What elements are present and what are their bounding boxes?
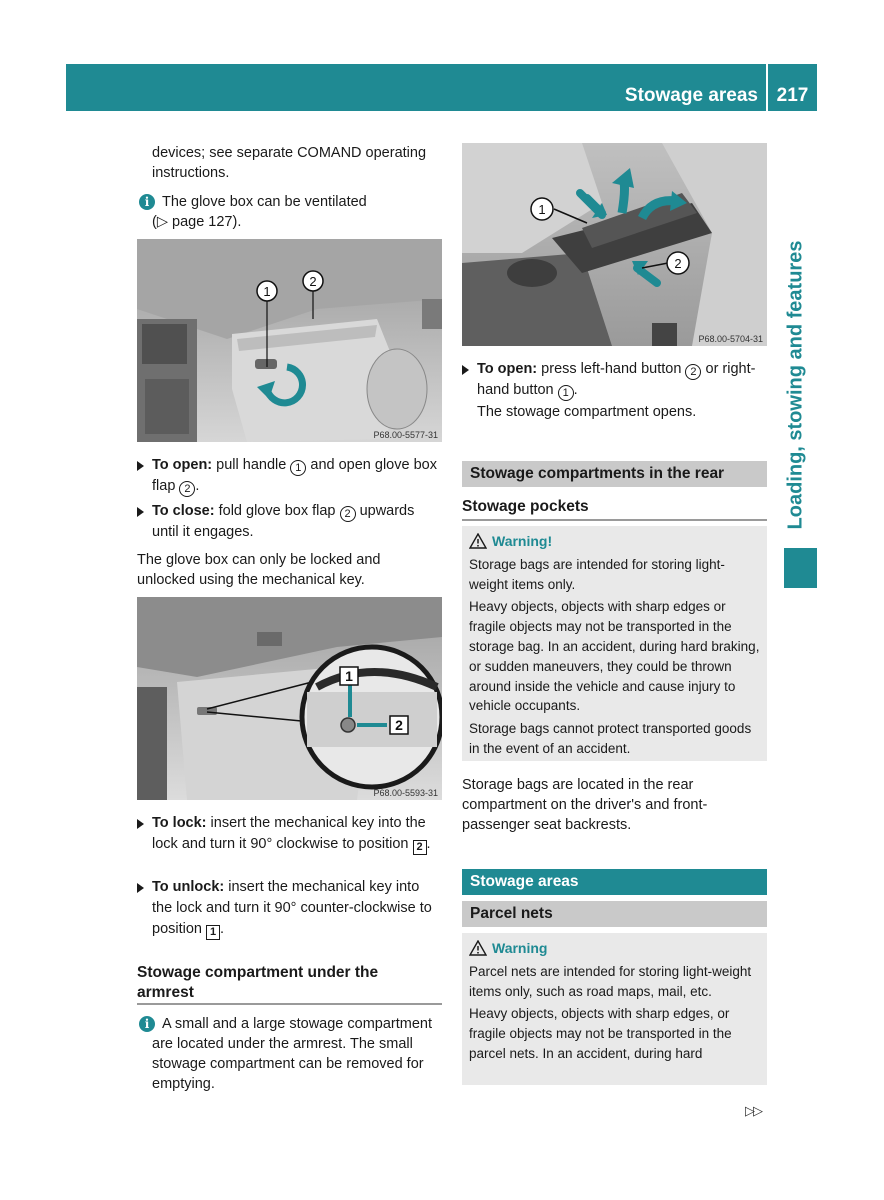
heading-armrest: Stowage compartment under the armrest (137, 964, 379, 1001)
position-ref-2: 2 (413, 840, 427, 855)
bullet-armrest-open: To open: press left-hand button 2 or right-hand button 1 . (462, 359, 768, 401)
callout-ref-2: 2 (179, 481, 195, 497)
bullet-label: To close: (152, 503, 215, 519)
bullet-arrow-icon (137, 819, 144, 829)
info-icon: i (139, 1016, 155, 1032)
bullet-label: To open: (152, 457, 213, 473)
glove-box-lock-photo (137, 597, 442, 800)
chapter-side-marker (784, 548, 817, 588)
storage-bags-text: Storage bags are located in the rear compartment on the driver's and front-passenger seat backrests. (462, 777, 708, 833)
bullet-text: pull handle (216, 457, 287, 473)
warning-title: Warning (492, 940, 548, 956)
lock-illustration (137, 597, 442, 800)
bullet-text: insert the mechanical key into the lock and turn it 90° counter-clockwise to position (152, 879, 432, 937)
bullet-label: To open: (477, 361, 538, 377)
glove-box-photo (137, 239, 442, 442)
callout-2: 2 (309, 274, 317, 289)
glove-box-illustration (137, 239, 442, 442)
locked-text: The glove box can only be locked and unlocked using the mechanical key. (137, 552, 381, 588)
bullet-lock: To lock: insert the mechanical key into the lock and turn it 90° clockwise to position 2 . (137, 813, 443, 855)
warning-triangle-icon (469, 533, 487, 549)
info-text-line1: The glove box can be ventilated (162, 194, 367, 210)
warning-title: Warning! (492, 533, 553, 549)
position-ref-1: 1 (206, 925, 220, 940)
section-band-rear: Stowage compartments in the rear (462, 461, 767, 487)
warning-paragraph: Parcel nets are intended for storing light-weight items only, such as road maps, mail, etc. (469, 963, 752, 999)
callout-1: 1 (263, 284, 271, 299)
bullet-unlock: To unlock: insert the mechanical key into the lock and turn it 90° counter-clockwise to position 1 . (137, 877, 443, 940)
warning-triangle-icon (469, 940, 487, 956)
bullet-arrow-icon (137, 461, 144, 471)
info-note-ventilation (137, 192, 442, 232)
section-rule (462, 519, 767, 521)
callout-2: 2 (674, 256, 682, 271)
heading-stowage-pockets: Stowage pockets (462, 498, 589, 515)
callout-1: 1 (538, 202, 546, 217)
warning-heading (469, 532, 760, 552)
opens-text: The stowage compartment opens. (477, 404, 697, 420)
page-title: Stowage areas (624, 85, 758, 106)
warning-heading (469, 939, 760, 959)
info-text: A small and a large stowage compartment are located under the armrest. The small stowage compartment can be removed for emptying. (152, 1016, 432, 1092)
continue-arrows-icon: ▷▷ (745, 1103, 761, 1118)
armrest-illustration (462, 143, 767, 346)
warning-paragraph: Heavy objects, objects with sharp edges, or fragile objects may not be transported in the parcel nets. In an accident, during hard (469, 1006, 732, 1061)
warning-paragraph: Storage bags are intended for storing light-weight items only. (469, 556, 725, 592)
warning-box-parcel-nets (462, 933, 767, 1085)
bullet-glovebox-close (137, 501, 443, 543)
callout-ref-1: 1 (558, 385, 574, 401)
bullet-text: upwards until it engages. (152, 503, 415, 540)
bullet-label: To lock: (152, 815, 207, 831)
intro-text: devices; see separate COMAND operating instructions. (152, 145, 427, 181)
section-rule (137, 1003, 442, 1005)
bullet-glovebox-open: To open: pull handle 1 and open glove box flap 2 . (137, 455, 443, 497)
armrest-photo (462, 143, 767, 346)
bullet-text: press left-hand button (541, 361, 682, 377)
bullet-arrow-icon (137, 883, 144, 893)
callout-ref-1: 1 (290, 460, 306, 476)
chapter-side-tab: Loading, stowing and features (784, 240, 807, 530)
callout-ref-2: 2 (340, 506, 356, 522)
section-band-parcel-nets: Parcel nets (462, 901, 767, 927)
callout-ref-2: 2 (685, 364, 701, 380)
bullet-text: or right-hand button (477, 361, 756, 398)
page-number: 217 (776, 85, 809, 106)
bullet-arrow-icon (137, 507, 144, 517)
photo-reference: P68.00-5593-31 (373, 788, 438, 798)
info-icon: i (139, 194, 155, 210)
bullet-text: and open glove box flap (152, 457, 437, 494)
callout-2: 2 (395, 717, 403, 733)
callout-1: 1 (345, 668, 353, 684)
warning-paragraph: Storage bags cannot protect transported goods in the event of an accident. (469, 721, 752, 756)
bullet-text: fold glove box flap (218, 503, 336, 519)
section-band-stowage-areas: Stowage areas (462, 869, 767, 895)
warning-paragraph: Heavy objects, objects with sharp edges or fragile objects may not be transported in the storage bag. In an accident, during hard braking, or sudden maneuvers, they could be thrown around inside the vehicle and cause injury to vehicle occupants. (469, 599, 760, 714)
bullet-arrow-icon (462, 365, 469, 375)
info-note-armrest (137, 1014, 443, 1094)
bullet-text: insert the mechanical key into the lock and turn it 90° clockwise to position (152, 815, 426, 852)
photo-reference: P68.00-5704-31 (698, 334, 763, 344)
photo-reference: P68.00-5577-31 (373, 430, 438, 440)
bullet-label: To unlock: (152, 879, 225, 895)
info-text-line2: (▷ page 127). (152, 214, 242, 230)
warning-box-storage-bags (462, 526, 767, 761)
